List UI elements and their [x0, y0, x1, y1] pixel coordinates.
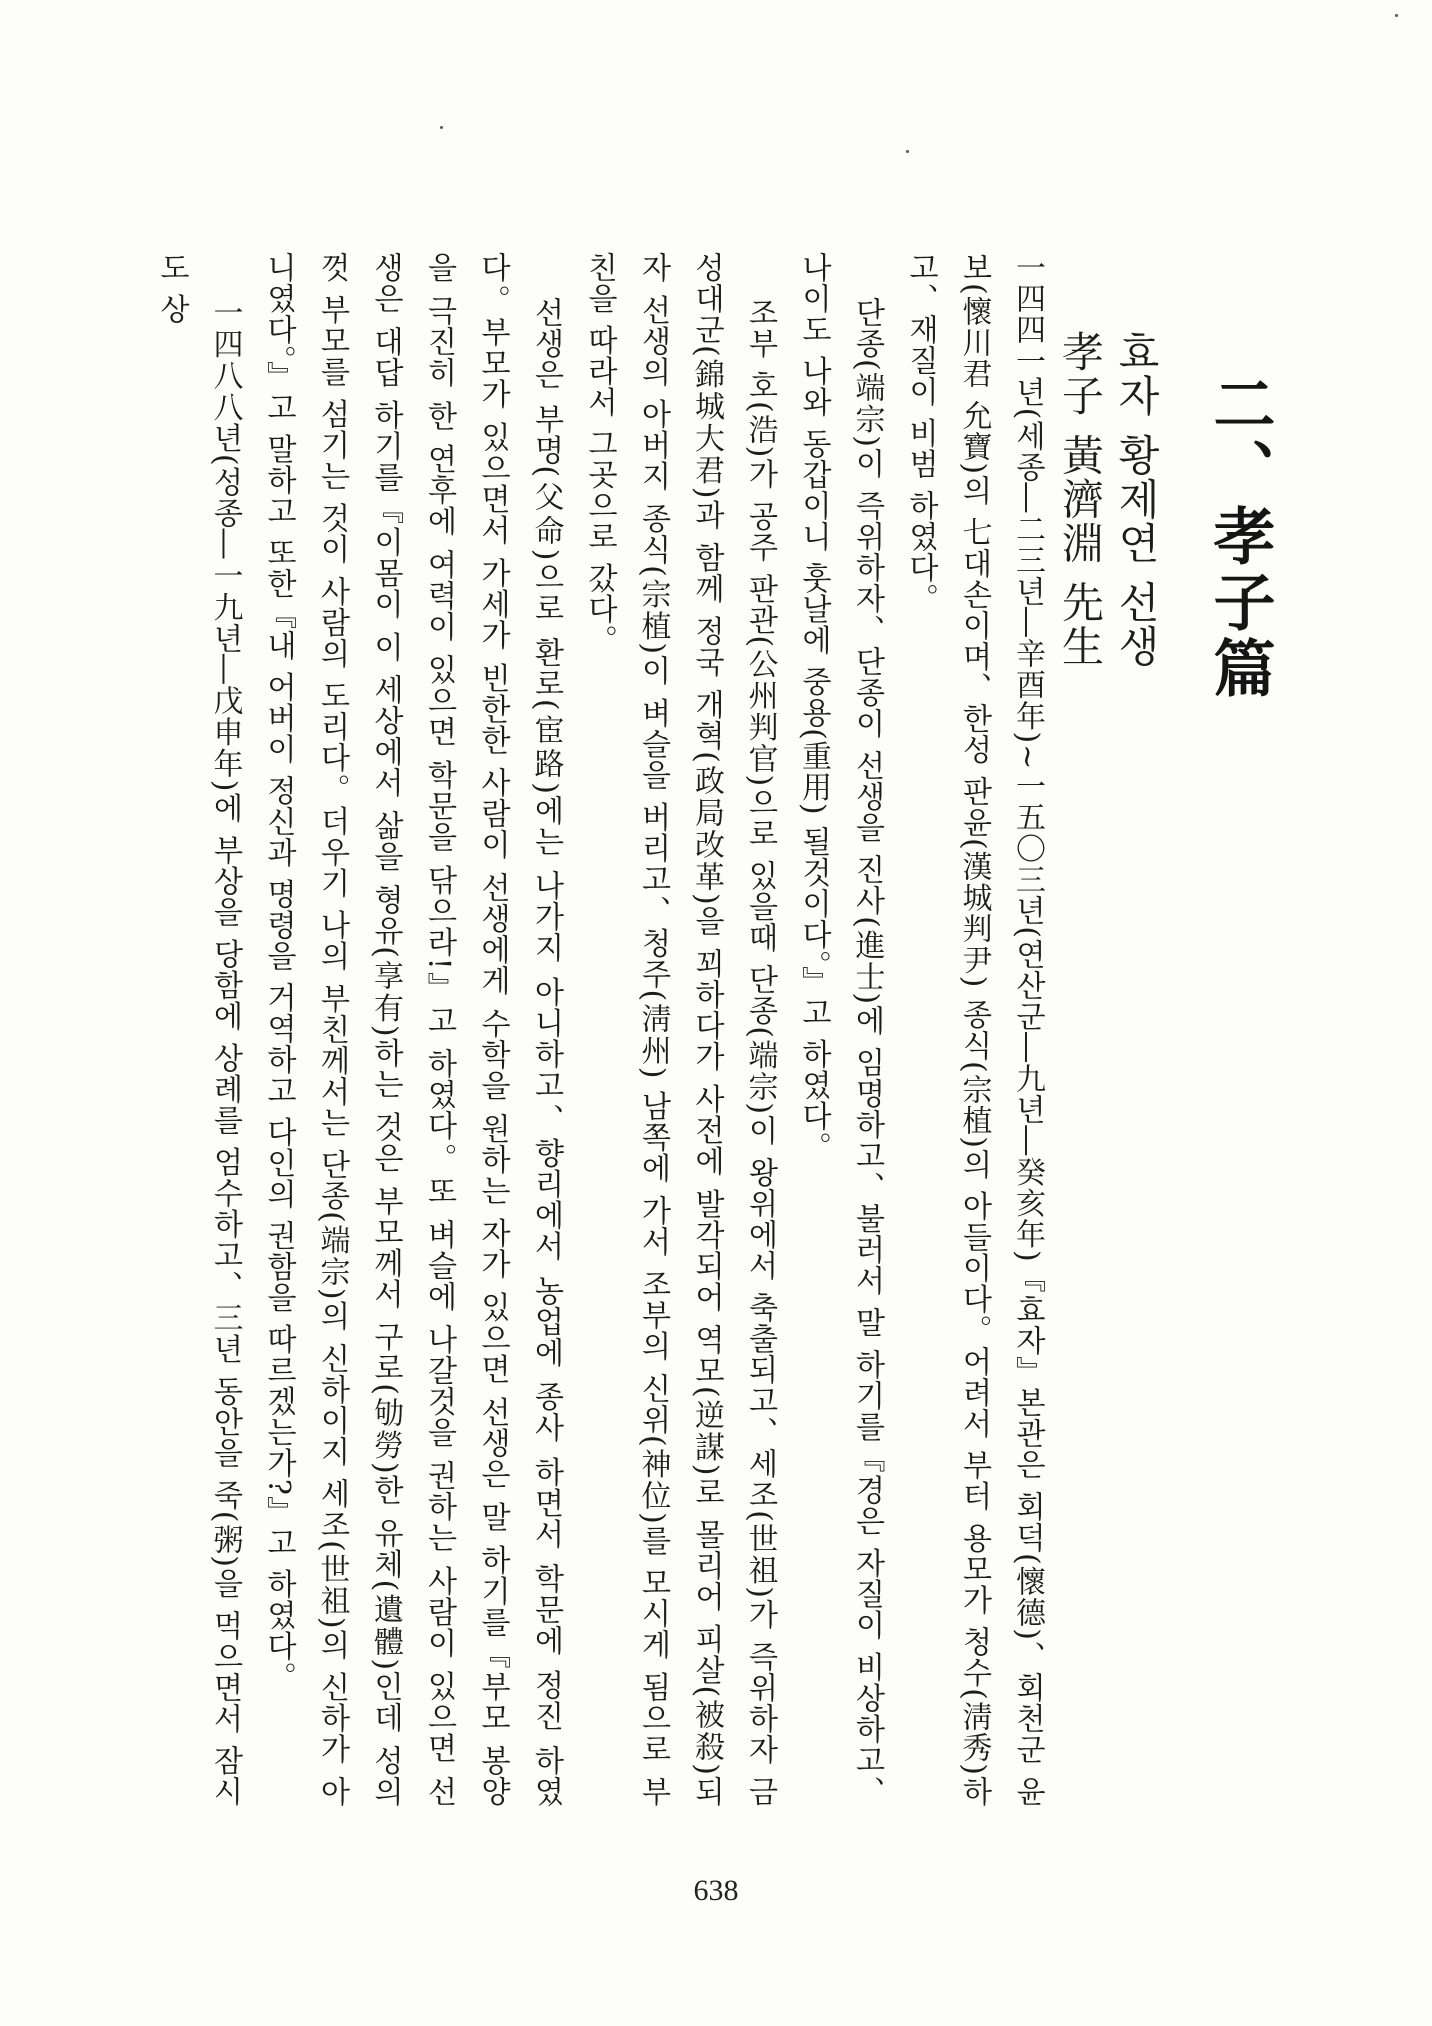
print-speck [440, 126, 443, 129]
subtitle-block [1052, 330, 1164, 690]
print-speck [906, 150, 909, 153]
body-text [145, 252, 1055, 1807]
paragraph-5: 一四八八년(성종―一九년―戊申年)에 부상을 당함에 상례를 엄수하고、三년 동안을 죽(粥)을 먹으면서 잠시도 상 [154, 252, 243, 1807]
print-speck [1395, 14, 1398, 17]
section-heading: 二、孝子篇 [1203, 372, 1276, 702]
page-number: 638 [693, 1874, 739, 1907]
paragraph-3: 조부 호(浩)가 공주 판관(公州判官)으로 있을때 단종(端宗)이 왕위에서 축출되고、세조(世祖)가 즉위하자 금성대군(錦城大君)과 함께 정국 개혁(政局改革)을 꾀하다가 사전에 발각되어 역모(逆謀)로 몰리어 피살(被殺)되자 선생의 아버지 종식(宗植)이 벼슬을 버리고、청주(淸州) 남쪽에 가서 조부의 신위(神位)를 모시게 됨으로 부친을 따라서 그곳으로 갔다。 [582, 252, 778, 1807]
paragraph-1: 一四四一년(세종―二三년―辛酉年)~一五〇三년(연산군―九년―癸亥年)『효자』본관은 회덕(懷德)、회천군 윤보(懷川君 允寶)의 七대손이며、한성 판윤(漢城判尹) 종식(宗植)의 아들이다。어려서 부터 용모가 청수(淸秀)하고、재질이 비범 하였다。 [903, 252, 1045, 1808]
subtitle-hanja: 孝子 黃濟淵 先生 [1056, 330, 1105, 669]
paragraph-2: 단종(端宗)이 즉위하자、단종이 선생을 진사(進士)에 임명하고、불러서 말 하기를『경은 자질이 비상하고、나이도 나와 동갑이니 훗날에 중용(重用) 될것이다。』고 하였다。 [796, 252, 885, 1807]
subtitle-hangul: 효자 황제연 선생 [1112, 330, 1161, 669]
paragraph-4: 선생은 부명(父命)으로 환로(宦路)에는 나가지 아니하고、향리에서 농업에 종사 하면서 학문에 정진 하였다。부모가 있으면서 가세가 빈한한 사람이 선생에게 수학을 원하는 자가 있으면 선생은 말 하기를『부모 봉양을 극진히 한 연후에 여력이 있으면 학문을 닦으라!』고 하였다。또 벼슬에 나갈것을 권하는 사람이 있으면 선생은 대답 하기를『이몸이 이 세상에서 삶을 형유(享有)하는 것은 부모께서 구로(劬勞)한 유체(遺體)인데 성의껏 부모를 섬기는 것이 사람의 도리다。더우기 나의 부친께서는 단종(端宗)의 신하이지 세조(世祖)의 신하가 아니였다。』고 말하고 또한『내 어버이 정신과 명령을 거역하고 다인의 권함을 따르겠는가?』고 하였다。 [261, 252, 564, 1807]
